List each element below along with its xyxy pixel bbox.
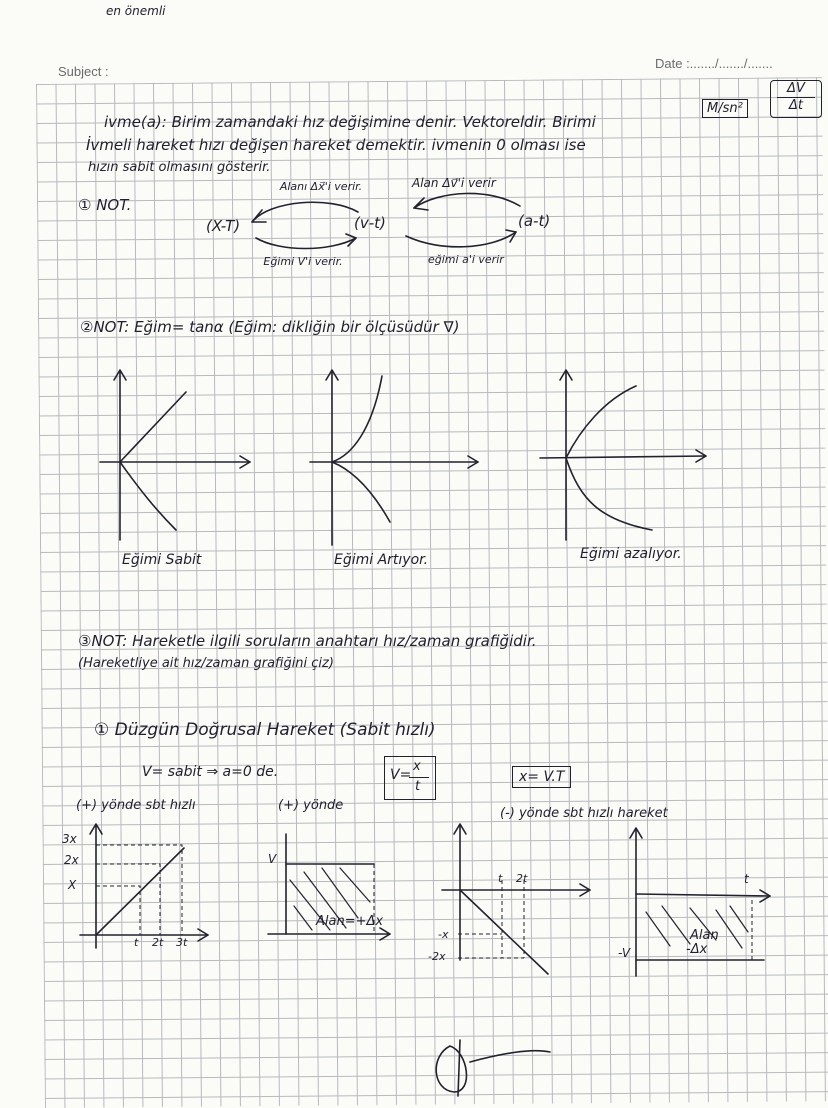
graph3-ylabel-2x: -2x [428, 950, 446, 963]
g4-hatching [646, 906, 748, 948]
note2-caption-2: Eğimi Artıyor. [334, 552, 429, 568]
graph3-ylabel-x: -x [438, 928, 449, 941]
graph4-area-2: -Δx [686, 942, 708, 957]
formula-v-den: t [415, 779, 421, 794]
g3-line [460, 890, 548, 974]
graph1-ylabel-x: X [68, 878, 77, 892]
g2c-curve-down [566, 458, 652, 530]
formula-x: x= V.T [512, 766, 571, 788]
section1-title: ① Düzgün Doğrusal Hareket (Sabit hızlı) [94, 720, 436, 740]
graph1-title: (+) yönde sbt hızlı [76, 798, 196, 813]
definition-line-3: hızın sabit olmasını gösterir. [88, 160, 271, 175]
g2c-curve-up [566, 386, 636, 458]
graph4-xlabel: t [744, 872, 749, 886]
graph1-xlabel-t: t [134, 936, 139, 949]
graph4-ylabel: -V [618, 946, 631, 960]
date-label: Date :......./......./....... [655, 56, 773, 71]
g2-hatching [290, 868, 370, 930]
note2-label: ②NOT: Eğim= tanα (Eğim: dikliğin bir ölçüsüdür ∇) [80, 318, 460, 336]
graph3-xlabel-t: t [498, 872, 503, 885]
graph1-ylabel-2x: 2x [64, 853, 79, 867]
note1-area-vt: Alan Δv⃗'i verir [412, 176, 496, 190]
definition-line-1: ivme(a): Birim zamandaki hız değişimine denir. Vektoreldir. Birimi [104, 113, 596, 131]
corner-formula-top: ΔV [777, 81, 815, 98]
formula-v-left: V= [390, 767, 412, 783]
g2b-curve-up [332, 376, 382, 462]
graph1-xlabel-3t: 3t [176, 936, 188, 949]
note1-slope-xt: Eğimi V'i verir. [263, 255, 343, 268]
g2b-curve-down [332, 462, 390, 522]
note1-vt: (v-t) [354, 214, 386, 232]
note1-label: ① NOT. [78, 196, 132, 214]
graph1-ylabel-3x: 3x [62, 832, 77, 846]
subject-label: Subject : [58, 64, 109, 79]
note3-line-2: (Hareketliye ait hız/zaman grafiğini çiz) [78, 656, 334, 671]
arrow-vt-to-at-curve [406, 232, 516, 247]
g2a-line-down [120, 462, 176, 530]
graph4-area-1: Alan [690, 928, 719, 943]
definition-unit: M/sn² [702, 99, 748, 118]
section1-condition: V= sabit ⇒ a=0 de. [142, 764, 279, 780]
corner-formula-bottom: Δt [789, 98, 803, 113]
g4-x-axis [636, 894, 770, 896]
definition-line-2: İvmeli hareket hızı değişen hareket demektir. ivmenin 0 olması ise [86, 136, 586, 154]
note2-caption-1: Eğimi Sabit [122, 552, 202, 568]
top-note: en önemli [106, 4, 166, 18]
g2a-line-up [120, 392, 186, 462]
arrow-at-to-vt-curve [414, 193, 520, 208]
note1-at: (a-t) [518, 212, 551, 230]
graph2-title: (+) yönde [278, 798, 344, 813]
note1-slope-vt: eğimi a'i verir [428, 253, 504, 266]
graph2-ylabel: V [268, 852, 277, 866]
signature-strokes [458, 1040, 550, 1096]
g2c-x-axis [540, 456, 706, 458]
formula-v-num: x [413, 759, 421, 774]
graph3-xlabel-2t: 2t [516, 872, 528, 885]
arrow-vt-to-xt-curve [252, 202, 358, 222]
note1-area-xt: Alanı Δx⃗'i verir. [279, 180, 363, 193]
graph4-title: (-) yönde sbt hızlı hareket [500, 806, 668, 821]
note3-line-1: ③NOT: Hareketle ilgili soruların anahtarı hız/zaman grafiğidir. [78, 632, 537, 650]
signature-loop [436, 1046, 466, 1092]
note2-caption-3: Eğimi azalıyor. [580, 546, 682, 562]
graph1-xlabel-2t: 2t [152, 936, 164, 949]
g1-guide-2 [96, 864, 160, 935]
note1-xt: (X-T) [206, 217, 241, 235]
arrow-xt-to-vt-curve [256, 238, 356, 249]
graph2-area: Alan=+Δx [316, 914, 384, 929]
